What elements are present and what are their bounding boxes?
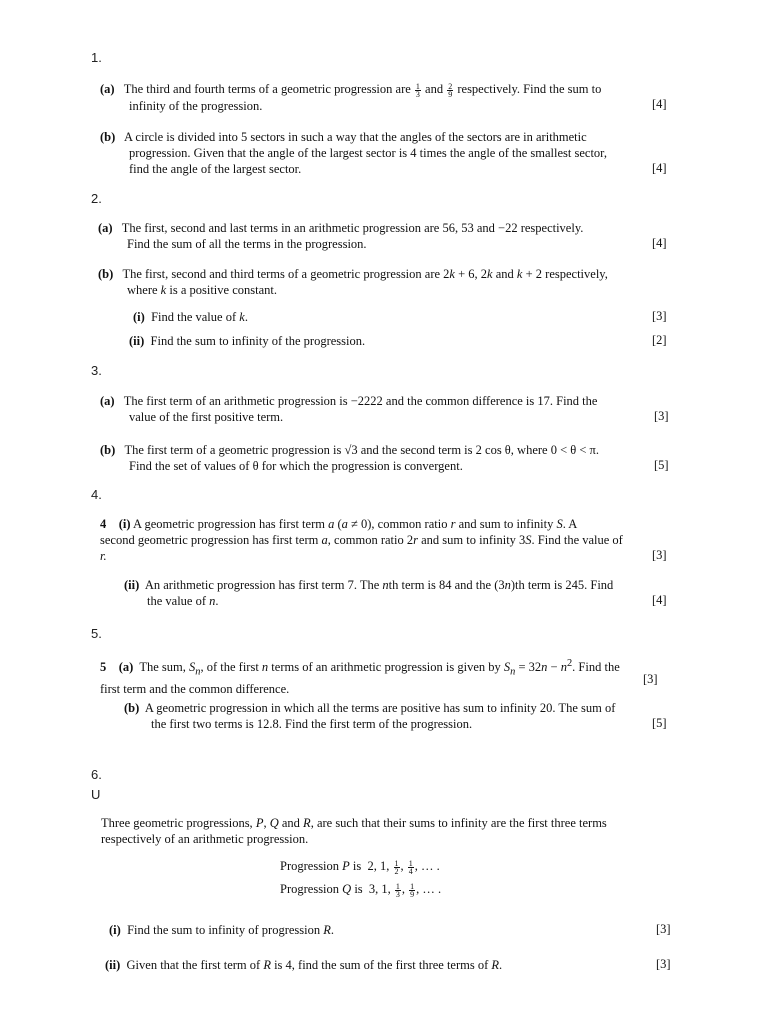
marks-4-ii: [4] <box>652 593 667 607</box>
part-label: (a) <box>98 221 113 235</box>
question-5b: (b) A geometric progression in which all the terms are positive has sum to infinity 20. The sum of the first two terms is 12.8. Find the first term of the progression. <box>124 701 616 731</box>
marks-4-i: [3] <box>652 548 667 562</box>
question-3b: (b) The first term of a geometric progression is √3 and the second term is 2 cos θ, where 0 < θ < π. Find the set of values of θ for which the progression is convergent. <box>100 443 599 473</box>
stray-letter: U <box>91 787 101 802</box>
marks-3b: [5] <box>654 458 669 472</box>
fraction-one-third: $\frac{1}{3}$ <box>415 81 420 99</box>
question-5a: 5 (a) The sum, $S_n$, of the first n terms of an arithmetic progression is given by $S_n = 32n - n^2$. Find the first term and the common difference. <box>100 658 620 696</box>
question-2b-i: (i) Find the value of k. <box>133 310 248 324</box>
question-2a: (a) The first, second and last terms in an arithmetic progression are 56, 53 and −22 respectively. Find the sum of all the terms in the progression. <box>98 221 584 251</box>
question-6-i: (i) Find the sum to infinity of progression R. <box>109 923 335 937</box>
question-2b-ii: (ii) Find the sum to infinity of the progression. <box>129 334 366 348</box>
progression-q: Progression Q is 3, 1, $\frac{1}{3}$ , $\frac{1}{9}$ , … . <box>280 881 442 899</box>
marks-5b: [5] <box>652 716 667 730</box>
marks-2b-ii: [2] <box>652 333 667 347</box>
part-label: (b) <box>98 267 114 281</box>
question-2b: (b) The first, second and third terms of a geometric progression are 2k + 6, 2k and k + 2 respectively, where k is a positive constant. <box>98 267 608 297</box>
question-6-ii: (ii) Given that the first term of R is 4, find the sum of the first three terms of R. <box>105 958 503 972</box>
question-number-3: 3. <box>91 363 102 378</box>
question-number-2: 2. <box>91 191 102 206</box>
question-6-intro: Three geometric progressions, P, Q and R, are such that their sums to infinity are the first three terms respectively of an arithmetic progression. <box>101 816 607 846</box>
marks-1b: [4] <box>652 161 667 175</box>
marks-6-ii: [3] <box>656 957 671 971</box>
question-1a: (a) The third and fourth terms of a geometric progression are $\frac{1}{3}$ and $\frac{2}{9}$ respectively. Find the sum to infinity of the progression. <box>100 81 602 113</box>
question-number-1: 1. <box>91 50 102 65</box>
question-4-i: 4 (i) A geometric progression has first term a (a ≠ 0), common ratio r and sum to infinity S. A second geometric progression has first term a, common ratio 2r and sum to infinity 3S. Find the value of r. <box>100 517 623 563</box>
question-3a: (a) The first term of an arithmetic progression is −2222 and the common difference is 17. Find the value of the first positive term. <box>100 394 598 424</box>
part-label: (a) <box>100 82 115 96</box>
part-label: (b) <box>100 443 116 457</box>
part-label: (a) <box>100 394 115 408</box>
marks-2a: [4] <box>652 236 667 250</box>
question-number-4: 4. <box>91 487 102 502</box>
question-4-ii: (ii) An arithmetic progression has first term 7. The nth term is 84 and the (3n)th term is 245. Find the value of n. <box>124 578 614 608</box>
marks-3a: [3] <box>654 409 669 423</box>
marks-5a: [3] <box>643 672 658 686</box>
question-number-6: 6. <box>91 767 102 782</box>
part-label: (b) <box>100 130 116 144</box>
marks-6-i: [3] <box>656 922 671 936</box>
marks-1a: [4] <box>652 97 667 111</box>
marks-2b-i: [3] <box>652 309 667 323</box>
question-number-5: 5. <box>91 626 102 641</box>
progression-p: Progression P is 2, 1, $\frac{1}{2}$ , $\frac{1}{4}$ , … . <box>280 858 440 876</box>
fraction-two-ninths: $\frac{2}{9}$ <box>448 81 453 99</box>
question-1b: (b) A circle is divided into 5 sectors in such a way that the angles of the sectors are in arithmetic progression. Given that the angle of the largest sector is 4 times the angle of the smallest sector, find the angle of the largest sector. <box>100 130 607 176</box>
